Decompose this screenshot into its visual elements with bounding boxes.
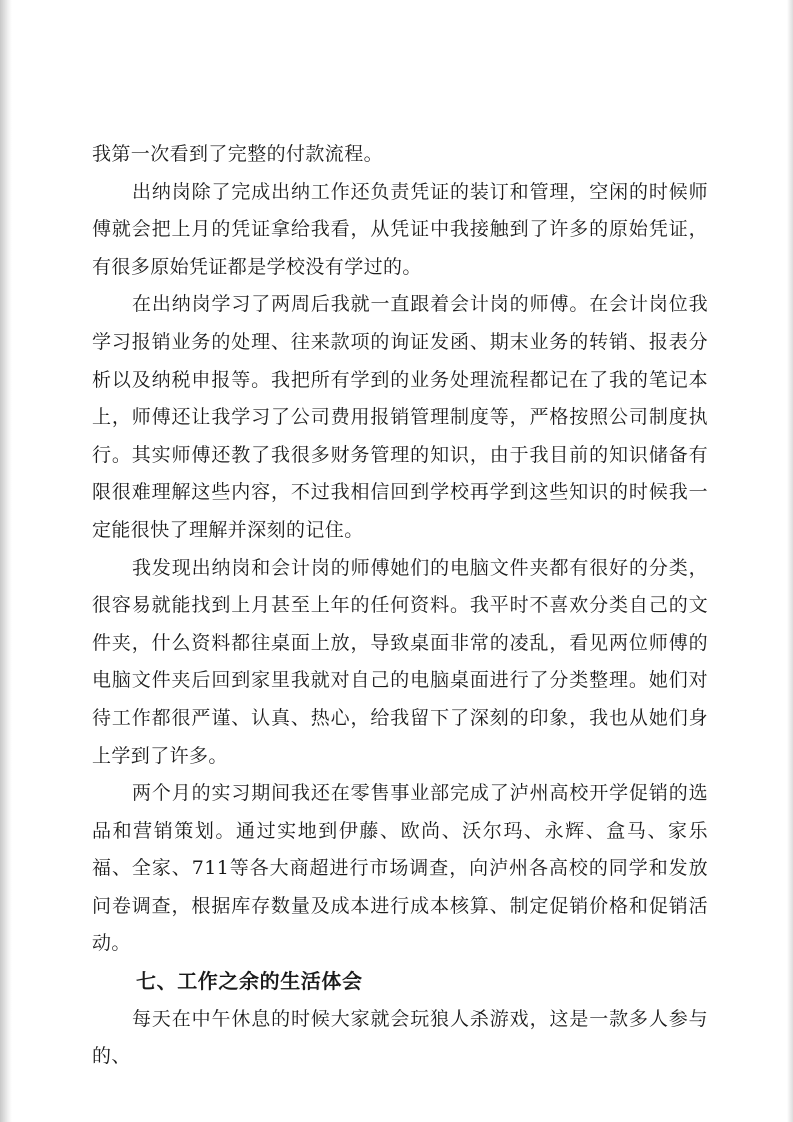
paragraph-continuation: 我第一次看到了完整的付款流程。: [92, 143, 384, 165]
paragraph-file-organization: 我发现出纳岗和会计岗的师傅她们的电脑文件夹都有很好的分类，很容易就能找到上月甚至上年的任何资料。我平时不喜欢分类自己的文件夹，什么资料都往桌面上放，导致桌面非常的凌乱，看见两位师傅的电脑文件夹后回到家里我就对自己的电脑桌面进行了分类整理。她们对待工作都很严谨、认真、热心，给我留下了深刻的印象，我也从她们身上学到了许多。: [92, 556, 708, 767]
paragraph-retail-project: 两个月的实习期间我还在零售事业部完成了泸州高校开学促销的选品和营销策划。通过实地到伊藤、欧尚、沃尔玛、永辉、盒马、家乐福、全家、711等各大商超进行市场调查，向泸州各高校的同学和发放问卷调查，根据库存数量及成本进行成本核算、制定促销价格和促销活动。: [92, 782, 708, 955]
scan-shadow-left: [0, 0, 12, 1122]
section-heading: 七、工作之余的生活体会: [136, 969, 363, 994]
scan-shadow-right: [787, 0, 793, 1122]
paragraph-leisure: 每天在中午休息的时候大家就会玩狼人杀游戏，这是一款多人参与的、: [92, 1007, 708, 1068]
document-page: [92, 136, 708, 1076]
paragraph-cashier-duties: 出纳岗除了完成出纳工作还负责凭证的装订和管理，空闲的时候师傅就会把上月的凭证拿给我看，从凭证中我接触到了许多的原始凭证，有很多原始凭证都是学校没有学过的。: [92, 180, 708, 278]
paragraph-accounting-duties: 在出纳岗学习了两周后我就一直跟着会计岗的师傅。在会计岗位我学习报销业务的处理、往来款项的询证发函、期末业务的转销、报表分析以及纳税申报等。我把所有学到的业务处理流程都记在了我的笔记本上，师傅还让我学习了公司费用报销管理制度等，严格按照公司制度执行。其实师傅还教了我很多财务管理的知识，由于我目前的知识储备有限很难理解这些内容，不过我相信回到学校再学到这些知识的时候我一定能很快了理解并深刻的记住。: [92, 293, 708, 541]
